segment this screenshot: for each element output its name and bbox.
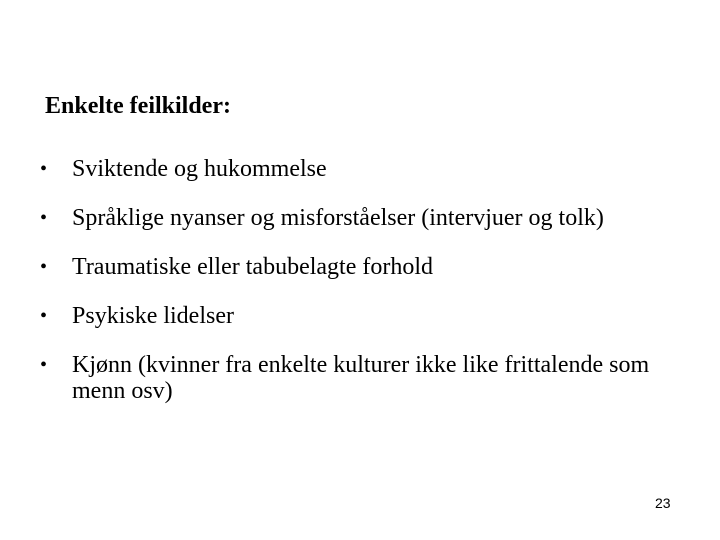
list-item (40, 254, 700, 280)
list-item (40, 156, 700, 182)
bullet-text: Traumatiske eller tabubelagte forhold (72, 254, 434, 280)
bullet-text: Psykiske lidelser (72, 303, 234, 329)
bullet-text: Sviktende og hukommelse (72, 156, 327, 182)
list-item (40, 303, 700, 329)
page-number: 23 (655, 495, 671, 511)
bullet-list (40, 156, 700, 427)
bullet-icon: • (40, 207, 48, 229)
bullet-icon: • (40, 305, 48, 327)
list-item (40, 352, 700, 404)
list-item (40, 205, 700, 231)
bullet-text: Kjønn (kvinner fra enkelte kulturer ikke like frittalende som menn osv) (72, 352, 650, 404)
slide-heading: Enkelte feilkilder: (45, 93, 231, 119)
bullet-icon: • (40, 256, 48, 278)
bullet-text: Språklige nyanser og misforståelser (intervjuer og tolk) (72, 205, 604, 231)
bullet-icon: • (40, 354, 48, 376)
bullet-icon: • (40, 158, 48, 180)
